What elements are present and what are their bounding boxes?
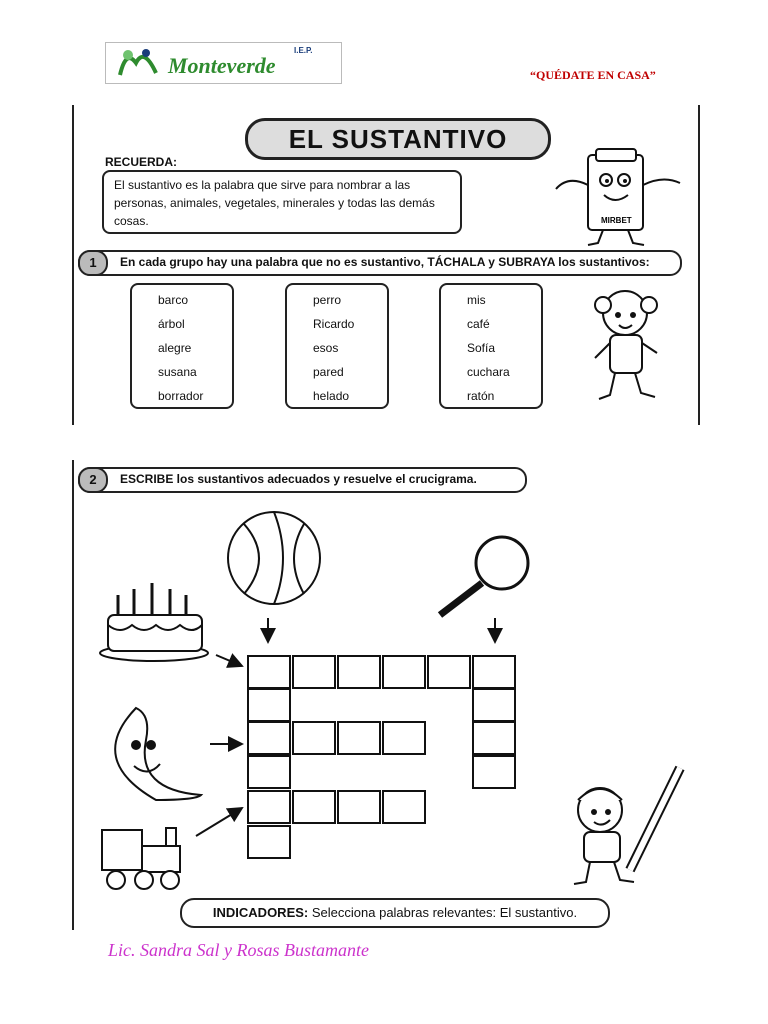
word-item[interactable]: esos — [313, 341, 339, 355]
exercise2-instruction: ESCRIBE los sustantivos adecuados y resuelve el crucigrama. — [120, 472, 477, 486]
crossword-cell[interactable] — [472, 721, 516, 755]
crossword-cell[interactable] — [427, 655, 471, 689]
crossword-cell[interactable] — [472, 655, 516, 689]
recuerda-box: El sustantivo es la palabra que sirve para nombrar a las personas, animales, vegetales, minerales y todas las demás cosas. — [102, 170, 462, 234]
crossword-cell[interactable] — [337, 655, 381, 689]
exercise1-instruction: En cada grupo hay una palabra que no es sustantivo, TÁCHALA y SUBRAYA los sustantivos: — [120, 255, 650, 269]
crossword-cell[interactable] — [382, 721, 426, 755]
word-item[interactable]: barco — [158, 293, 189, 307]
crossword-cell[interactable] — [247, 825, 291, 859]
logo-small-text: I.E.P. — [294, 46, 313, 55]
crossword-cell[interactable] — [292, 721, 336, 755]
worksheet-title: EL SUSTANTIVO — [245, 118, 551, 160]
word-item[interactable]: pared — [313, 365, 344, 379]
word-item[interactable]: café — [467, 317, 490, 331]
crossword-cell[interactable] — [247, 655, 291, 689]
word-item[interactable]: Sofía — [467, 341, 496, 355]
crossword-cell[interactable] — [472, 688, 516, 722]
word-item[interactable]: alegre — [158, 341, 192, 355]
word-item[interactable]: árbol — [158, 317, 185, 331]
indicadores-label: INDICADORES: — [212, 905, 309, 920]
word-item[interactable]: mis — [467, 293, 486, 307]
crossword-cell[interactable] — [382, 655, 426, 689]
word-item[interactable]: borrador — [158, 389, 204, 403]
logo-name: Monteverde — [168, 53, 276, 78]
crossword-cell[interactable] — [292, 655, 336, 689]
teacher-signature: Lic. Sandra Sal y Rosas Bustamante — [108, 940, 369, 960]
crossword-cell[interactable] — [247, 721, 291, 755]
word-item[interactable]: cuchara — [467, 365, 510, 379]
crossword-cell[interactable] — [337, 790, 381, 824]
crossword-cell[interactable] — [337, 721, 381, 755]
word-item[interactable]: perro — [313, 293, 342, 307]
crossword-cell[interactable] — [472, 755, 516, 789]
word-item[interactable]: helado — [313, 389, 350, 403]
indicadores-bar — [180, 898, 610, 928]
crossword-cell[interactable] — [247, 790, 291, 824]
word-item[interactable]: ratón — [467, 389, 495, 403]
exercise2-number: 2 — [78, 467, 108, 493]
word-item[interactable]: Ricardo — [313, 317, 355, 331]
indicadores-text: Selecciona palabras relevantes: El sustantivo. — [311, 905, 578, 920]
slogan: “QUÉDATE EN CASA” — [530, 68, 656, 82]
boy-with-pencil-icon — [560, 760, 700, 890]
crossword-cell[interactable] — [292, 790, 336, 824]
word-item[interactable]: susana — [158, 365, 197, 379]
crossword-cell[interactable] — [247, 755, 291, 789]
crossword-cell[interactable] — [247, 688, 291, 722]
recuerda-label: RECUERDA: — [105, 155, 177, 169]
mascot-label: MIRBET — [601, 216, 632, 225]
exercise1-number: 1 — [78, 250, 108, 276]
crossword-cell[interactable] — [382, 790, 426, 824]
